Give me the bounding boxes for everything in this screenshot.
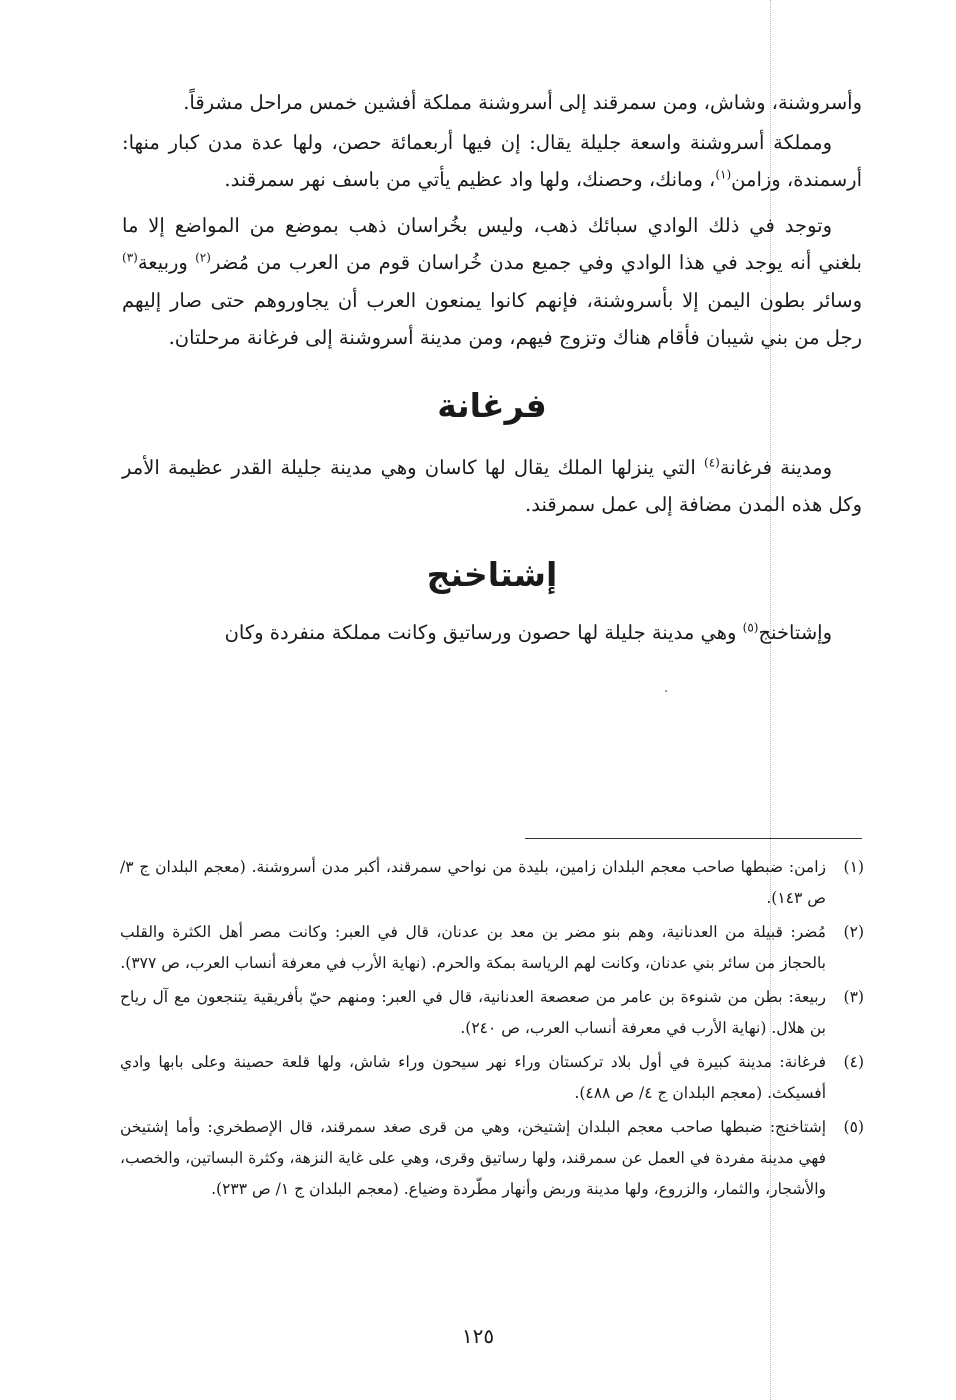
footnote-number: (٤) xyxy=(843,1053,864,1071)
footnote xyxy=(120,1112,864,1205)
footnote-number: (٥) xyxy=(843,1118,864,1136)
footnote-text: فرغانة: مدينة كبيرة في أول بلاد تركستان وراء نهر سيحون وراء شاش، ولها قلعة حصينة وعلى بابها وادي أفسيكث. (معجم البلدان ج ٤/ ص ٤٨٨). xyxy=(120,1053,826,1102)
paragraph-5 xyxy=(122,614,862,652)
paragraph-4-text-a: ومدينة فرغانة xyxy=(719,455,832,479)
footnote-ref-1[interactable]: (١) xyxy=(715,167,732,182)
paragraph-2-text-a: ومملكة أسروشنة واسعة جليلة يقال: إن فيها أربعمائة حصن، ولها عدة مدن كبار منها: أرسمندة، وزامن xyxy=(122,130,862,191)
footnote-number: (٢) xyxy=(843,923,864,941)
footnote-text: إشتاخنج: ضبطها صاحب معجم البلدان إشتيخن، وهي من قرى صغد سمرقند، قال الإصطخري: وأما إشتيخن فهي مدينة مفردة في العمل عن سمرقند، ولها رساتيق وقرى، وهي على غاية النزهة، وكثرة البساتين، والخصب، والأشجار، والثمار، والزروع، ولها مدينة وربض وأنهار مطّردة وضياع. (معجم البلدان ج ١/ ص ٢٣٣). xyxy=(120,1118,826,1198)
footnote xyxy=(120,917,864,979)
footnote-separator xyxy=(525,838,862,839)
paragraph-1 xyxy=(122,84,862,122)
footnote-ref-2[interactable]: (٢) xyxy=(195,250,211,265)
section-heading-fergana: فرغانة xyxy=(437,385,547,425)
section-heading-ishtakhanj: إشتاخنج xyxy=(426,554,558,594)
footnote xyxy=(120,1047,864,1109)
footnote-text: مُضر: قبيلة من العدنانية، وهم بنو مضر بن معد بن عدنان، قال في العبر: وكانت مصر أهل الكثرة والقلب بالحجاز من سائر بني عدنان، وكانت لهم الرياسة بمكة والحرم. (نهاية الأرب في معرفة أنساب العرب، ص ٣٧٧). xyxy=(120,923,826,972)
paragraph-2-text-b: ، ومانك، وحصنك، ولها واد عظيم يأتي من باسف نهر سمرقند. xyxy=(224,168,716,191)
paragraph-5-text-b: وهي مدينة جليلة لها حصون ورساتيق وكانت مملكة منفردة وكان xyxy=(224,620,743,644)
scan-speck xyxy=(665,690,667,692)
footnote-ref-5[interactable]: (٥) xyxy=(742,620,759,634)
footnote-number: (٣) xyxy=(843,988,864,1006)
paragraph-3-text-c: وسائر بطون اليمن إلا بأسروشنة، فإنهم كانوا يمنعون العرب أن يجاوروهم حتى صار إليهم رجل من بني شيبان فأقام هناك وتزوج فيهم، ومن مدينة أسروشنة إلى فرغانة مرحلتان. xyxy=(122,288,862,349)
footnote-ref-3[interactable]: (٣) xyxy=(122,250,138,265)
paragraph-3-text-a: وتوجد في ذلك الوادي سبائك ذهب، وليس بخُراسان ذهب بموضع من المواضع إلا ما بلغني أنه يوجد في هذا الوادي وفي جميع مدن خُراسان قوم من العرب من مُضر xyxy=(122,213,862,274)
paragraph-3-text-b: وربيعة xyxy=(137,251,196,274)
paragraph-3 xyxy=(122,207,862,357)
footnote-text: زامن: ضبطها صاحب معجم البلدان زامين، بليدة من نواحي سمرقند، أكبر مدن أسروشنة. (معجم البلدان ج ٣/ ص ١٤٣). xyxy=(120,858,826,907)
paragraph-2 xyxy=(122,124,862,199)
page-number: ١٢٥ xyxy=(461,1324,495,1348)
footnotes xyxy=(120,852,864,1208)
footnote xyxy=(120,982,864,1044)
footnote-number: (١) xyxy=(843,858,864,876)
paragraph-4-text-b: التي ينزلها الملك يقال لها كاسان وهي مدينة جليلة القدر عظيمة الأمر وكل هذه المدن مضافة إلى عمل سمرقند. xyxy=(122,455,862,516)
paragraph-4 xyxy=(122,449,862,524)
footnote-ref-4[interactable]: (٤) xyxy=(704,455,720,469)
paragraph-1-text: وأسروشنة، وشاش، ومن سمرقند إلى أسروشنة مملكة أفشين خمس مراحل مشرقاً. xyxy=(183,91,862,114)
main-text xyxy=(122,84,862,651)
footnote xyxy=(120,852,864,914)
footnote-text: ربيعة: بطن من شنوءة بن عامر من صعصعة العدنانية، قال في العبر: ومنهم حيّ بأفريقية يتنجعون مع آل رياح بن هلال. (نهاية الأرب في معرفة أنساب العرب، ص ٢٤٠). xyxy=(120,988,826,1037)
paragraph-5-text-a: وإشتاخنج xyxy=(758,620,832,644)
